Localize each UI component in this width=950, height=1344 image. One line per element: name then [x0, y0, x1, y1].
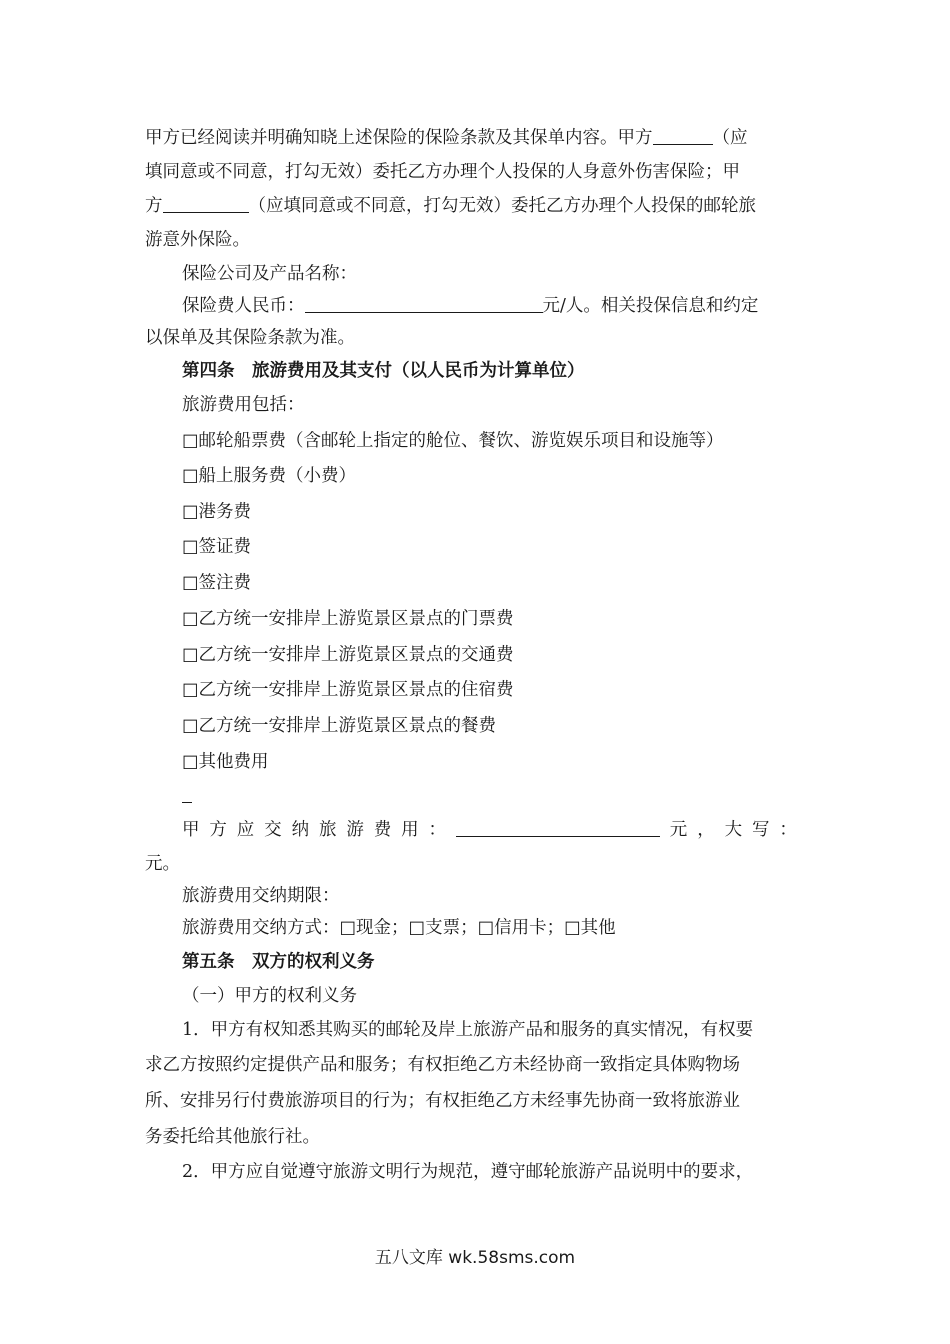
- text: 甲方已经阅读并明确知晓上述保险的保险条款及其保单内容。甲方: [145, 128, 653, 148]
- text: 保险费人民币：: [182, 296, 305, 316]
- insurance-fee-cont: 以保单及其保险条款为准。: [145, 328, 355, 348]
- fee-item[interactable]: □乙方统一安排岸上游览景区景点的餐费: [182, 716, 497, 736]
- footer-watermark: 五八文库 wk.58sms.com: [374, 1248, 576, 1268]
- text: 纳: [291, 820, 310, 840]
- fee-item[interactable]: □乙方统一安排岸上游览景区景点的门票费: [182, 609, 514, 629]
- payment-amount-line: [182, 818, 797, 842]
- text: 方: [145, 196, 163, 216]
- clause-1-line-1: 1．甲方有权知悉其购买的邮轮及岸上旅游产品和服务的真实情况，有权要: [182, 1020, 754, 1040]
- clause-2-line-1: 2．甲方应自觉遵守旅游文明行为规范，遵守邮轮旅游产品说明中的要求，: [182, 1162, 754, 1182]
- clause-1-line-2: 求乙方按照约定提供产品和服务；有权拒绝乙方未经协商一致指定具体购物场: [145, 1055, 740, 1075]
- fee-item[interactable]: □其他费用: [182, 752, 269, 772]
- text: 应: [236, 820, 255, 840]
- text: 旅: [318, 820, 337, 840]
- article5-title: 第五条 双方的权利义务: [182, 952, 375, 972]
- article5-subtitle-1: （一）甲方的权利义务: [182, 986, 357, 1006]
- text: 用: [401, 820, 419, 840]
- consent-blank-1[interactable]: [653, 126, 713, 145]
- insurance-company: 保险公司及产品名称：: [182, 264, 357, 284]
- insurance-fee-blank[interactable]: [305, 294, 543, 313]
- text: ，: [697, 820, 715, 840]
- text: 甲: [182, 820, 200, 840]
- text: （应: [712, 128, 748, 148]
- payment-deadline: 旅游费用交纳期限：: [182, 886, 340, 906]
- text: 元: [669, 820, 688, 840]
- insurance-line-4: 游意外保险。: [145, 230, 250, 250]
- insurance-fee: [182, 294, 758, 318]
- fee-item[interactable]: □乙方统一安排岸上游览景区景点的交通费: [182, 645, 514, 665]
- fee-item[interactable]: □乙方统一安排岸上游览景区景点的住宿费: [182, 680, 514, 700]
- insurance-line-1: [145, 126, 748, 150]
- payment-method[interactable]: 旅游费用交纳方式：□现金；□支票；□信用卡；□其他: [182, 918, 616, 938]
- text: 游: [346, 820, 364, 840]
- insurance-line-2: 填同意或不同意，打勾无效）委托乙方办理个人投保的人身意外伤害保险；甲: [145, 162, 740, 182]
- fee-item[interactable]: □签注费: [182, 573, 252, 593]
- text: 写: [751, 820, 770, 840]
- text: 方: [209, 820, 227, 840]
- dash-mark: [182, 792, 192, 803]
- fee-item[interactable]: □船上服务费（小费）: [182, 466, 357, 486]
- article4-title: 第四条 旅游费用及其支付（以人民币为计算单位）: [182, 361, 585, 381]
- fee-item[interactable]: □港务费: [182, 502, 252, 522]
- text: 费: [373, 820, 392, 840]
- text: 元/人。相关投保信息和约定: [542, 296, 759, 316]
- fee-item[interactable]: □签证费: [182, 537, 252, 557]
- article4-includes: 旅游费用包括：: [182, 395, 305, 415]
- text: 大: [724, 820, 743, 840]
- fee-item[interactable]: □邮轮船票费（含邮轮上指定的舱位、餐饮、游览娱乐项目和设施等）: [182, 431, 724, 451]
- text: ：: [779, 820, 797, 840]
- payment-amount-blank[interactable]: [456, 818, 660, 837]
- insurance-line-3: [145, 194, 756, 218]
- clause-1-line-4: 务委托给其他旅行社。: [145, 1127, 320, 1147]
- clause-1-line-3: 所、安排另行付费旅游项目的行为；有权拒绝乙方未经事先协商一致将旅游业: [145, 1091, 740, 1111]
- text: 交: [264, 820, 282, 840]
- text: （应填同意或不同意，打勾无效）委托乙方办理个人投保的邮轮旅: [248, 196, 756, 216]
- text: ：: [428, 820, 447, 840]
- consent-blank-2[interactable]: [163, 194, 249, 213]
- payment-amount-end: 元。: [145, 854, 180, 874]
